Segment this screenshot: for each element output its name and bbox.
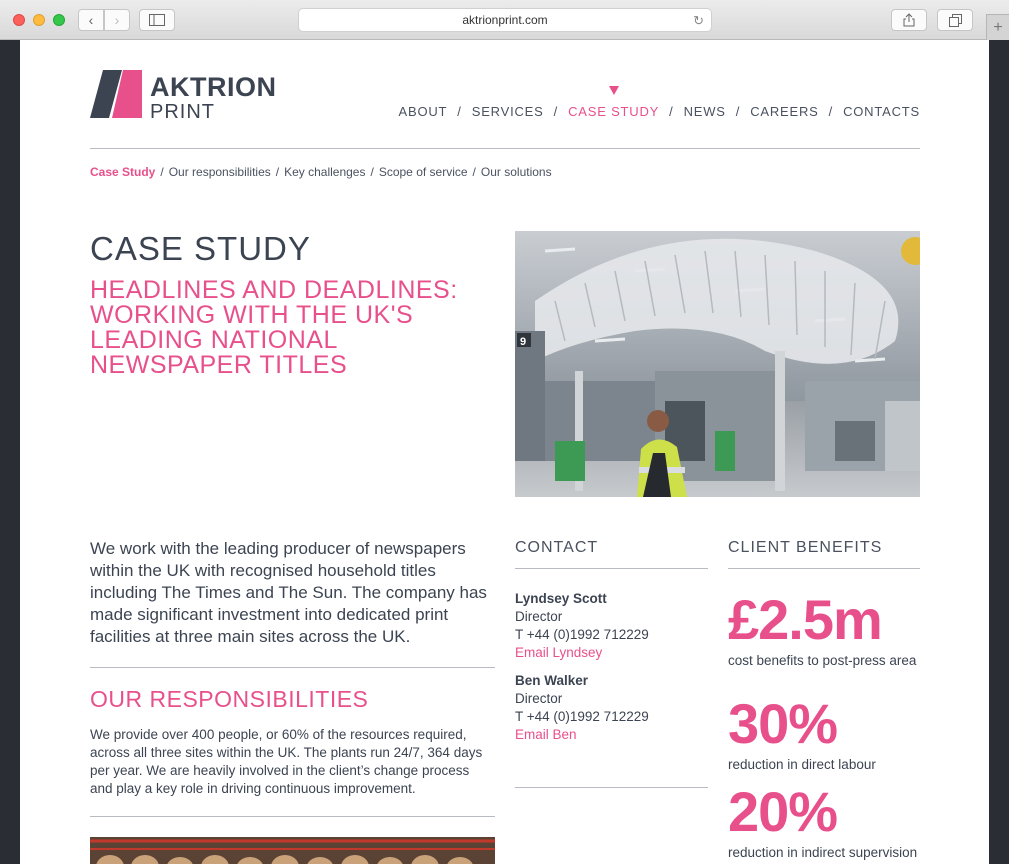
web-page (20, 40, 989, 864)
nav-item-contacts[interactable] (843, 104, 920, 119)
nav-separator: / (457, 104, 462, 119)
nav-separator: / (553, 104, 559, 119)
breadcrumb-separator: / (370, 165, 374, 179)
back-button[interactable] (78, 9, 104, 31)
divider (90, 667, 495, 668)
divider (515, 568, 708, 569)
breadcrumb-item[interactable]: Our solutions (480, 165, 552, 179)
nav-item-label: CASE STUDY (568, 104, 660, 119)
site-logo[interactable] (90, 70, 277, 122)
stat-description: reduction in direct labour (728, 757, 876, 772)
contact-card (515, 590, 649, 662)
breadcrumb-item[interactable]: Key challenges (284, 165, 366, 179)
tabs-icon (949, 14, 962, 27)
main-navigation (399, 104, 921, 119)
benefit-stat (728, 780, 920, 862)
url-text: aktrionprint.com (462, 13, 548, 27)
divider (90, 816, 495, 817)
contact-phone: T +44 (0)1992 712229 (515, 627, 649, 642)
breadcrumb-separator: / (472, 165, 476, 179)
benefit-stat (728, 588, 920, 670)
breadcrumb-separator: / (275, 165, 280, 179)
nav-separator: / (735, 104, 741, 119)
email-link[interactable]: Email Lyndsey (515, 645, 603, 660)
browser-toolbar (0, 0, 1009, 40)
breadcrumb (90, 165, 552, 179)
share-button[interactable] (891, 9, 927, 31)
reload-icon[interactable]: ↻ (693, 13, 704, 28)
new-tab-button[interactable] (986, 14, 1009, 40)
hero-sign-number: 9 (520, 336, 527, 348)
page-title: CASE STUDY (90, 230, 311, 267)
show-tabs-button[interactable] (937, 9, 973, 31)
contact-name: Lyndsey Scott (515, 591, 607, 606)
contact-name: Ben Walker (515, 673, 589, 688)
nav-item-careers[interactable] (750, 104, 818, 119)
nav-item-label: CAREERS (750, 104, 819, 119)
sidebar-icon (149, 14, 165, 26)
contact-heading: CONTACT (515, 539, 599, 556)
nav-item-about[interactable] (399, 104, 448, 119)
responsibilities-text: We provide over 400 people, or 60% of the resources required, across all three sites within the UK. The plants run 24/7, 364 days per year. We are heavily involved in the client’s change process and play a key role in driving continuous improvement. (90, 727, 483, 796)
stat-description: cost benefits to post-press area (728, 653, 917, 668)
breadcrumb-item[interactable]: Scope of service (378, 165, 468, 179)
stat-description: reduction in indirect supervision (728, 845, 918, 860)
nav-item-case-study[interactable] (568, 104, 659, 119)
minimize-window-button[interactable] (33, 14, 45, 26)
secondary-image (90, 837, 495, 864)
benefit-stat (728, 692, 920, 774)
divider (728, 568, 920, 569)
responsibilities-heading: OUR RESPONSIBILITIES (90, 686, 369, 712)
nav-item-label: CONTACTS (843, 104, 920, 119)
logo-subline: PRINT (150, 101, 215, 123)
nav-item-label: NEWS (683, 104, 726, 119)
breadcrumb-item[interactable]: Our responsibilities (168, 165, 271, 179)
email-link[interactable]: Email Ben (515, 727, 577, 742)
stat-value: 20% (728, 780, 838, 843)
address-bar[interactable] (298, 8, 712, 32)
breadcrumb-separator: / (160, 165, 164, 179)
contact-phone: T +44 (0)1992 712229 (515, 709, 649, 724)
hero-image (515, 231, 920, 497)
contact-card (515, 672, 649, 744)
contact-role: Director (515, 609, 563, 624)
zoom-window-button[interactable] (53, 14, 65, 26)
share-icon (903, 13, 915, 27)
contact-role: Director (515, 691, 563, 706)
logo-mark-icon (90, 70, 142, 118)
nav-item-label: SERVICES (471, 104, 544, 119)
chevron-left-icon: ‹ (88, 12, 94, 28)
divider (515, 787, 708, 788)
stat-value: 30% (728, 692, 838, 755)
breadcrumb-item[interactable]: Case Study (90, 165, 156, 179)
nav-item-news[interactable] (684, 104, 726, 119)
benefits-heading: CLIENT BENEFITS (728, 539, 883, 556)
divider (90, 148, 920, 149)
chevron-right-icon: › (114, 12, 120, 28)
page-subtitle: HEADLINES AND DEADLINES: WORKING WITH THE UK'S LEADING NATIONAL NEWSPAPER TITLES (90, 276, 458, 379)
forward-button[interactable] (104, 9, 130, 31)
logo-wordmark: AKTRION (150, 72, 277, 102)
intro-paragraph: We work with the leading producer of newspapers within the UK with recognised household titles including The Times and The Sun. The company has made significant investment into dedicated print facilities at three main sites across the UK. (90, 539, 487, 646)
nav-item-services[interactable] (472, 104, 544, 119)
nav-item-label: ABOUT (398, 104, 448, 119)
close-window-button[interactable] (13, 14, 25, 26)
nav-separator: / (828, 104, 834, 119)
plus-icon: + (993, 18, 1003, 36)
stat-value: £2.5m (728, 588, 882, 651)
active-indicator-icon (609, 86, 619, 95)
sidebar-toggle-button[interactable] (139, 9, 175, 31)
nav-separator: / (669, 104, 674, 119)
